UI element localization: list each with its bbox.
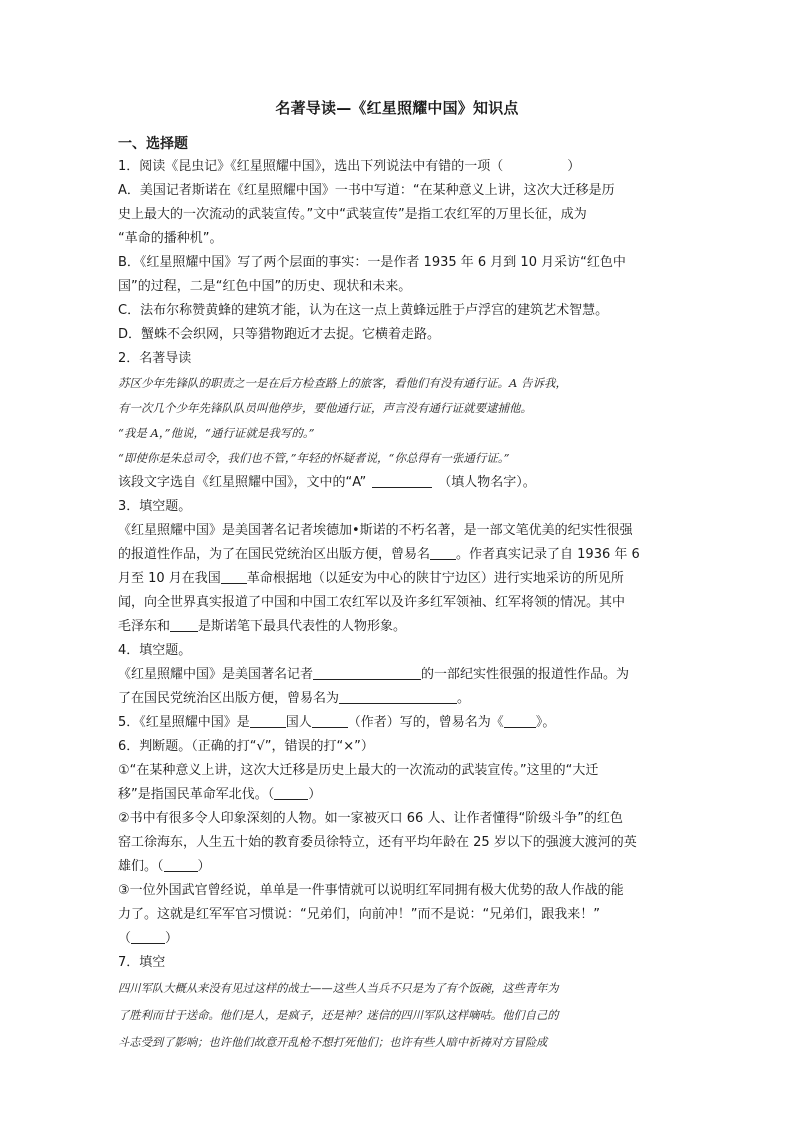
text-segment: 了在国民党统治区出版方便，曾易名为 xyxy=(118,691,340,706)
passage-line: “我是 A，”他说，“通行证就是我写的。” xyxy=(118,426,315,440)
question-7-heading: 7．填空 xyxy=(118,955,166,970)
answer-blank[interactable] xyxy=(250,713,286,728)
text-segment: 月至 10 月在我国 xyxy=(118,571,221,586)
answer-blank[interactable] xyxy=(274,785,308,800)
question-3-heading: 3．填空题。 xyxy=(118,499,192,514)
question-4 xyxy=(118,639,678,711)
answer-blank[interactable] xyxy=(430,545,456,560)
judge-item-1-line: ①“在某种意义上讲，这次大迁移是历史上最大的一次流动的武装宣传。”这里的“大迁 xyxy=(118,763,599,778)
passage-line: 苏区少年先锋队的职责之一是在后方检查路上的旅客，看他们有没有通行证。A 告诉我， xyxy=(118,376,567,390)
text-segment: 的报道性作品，为了在国民党统治区出版方便，曾易名 xyxy=(118,547,431,562)
question-2-prompt xyxy=(118,471,678,495)
answer-blank[interactable] xyxy=(312,713,348,728)
answer-blank[interactable] xyxy=(313,665,421,680)
answer-blank[interactable] xyxy=(504,713,536,728)
question-3-line: 《红星照耀中国》是美国著名记者埃德加•斯诺的不朽名著，是一部文笔优美的纪实性很强 xyxy=(118,523,633,538)
judge-item-1-line xyxy=(118,783,678,807)
option-d: D．蟹蛛不会织网，只等猎物跑近才去捉。它横着走路。 xyxy=(118,327,441,342)
question-6 xyxy=(118,735,678,951)
stem-text: 1．阅读《昆虫记》《红星照耀中国》，选出下列说法中有错的一项（ xyxy=(118,159,504,174)
question-2 xyxy=(118,347,678,495)
text-segment: 》。 xyxy=(535,715,556,730)
option-a-line-1: A．美国记者斯诺在《红星照耀中国》一书中写道：“在某种意义上讲，这次大迁移是历 xyxy=(118,183,615,198)
answer-blank[interactable] xyxy=(372,473,432,488)
answer-blank[interactable] xyxy=(221,569,247,584)
stem-end: ） xyxy=(567,159,581,174)
text-segment: 革命根据地（以延安为中心的陕甘宁边区）进行实地采访的所见所 xyxy=(246,571,624,586)
question-3 xyxy=(118,495,678,639)
option-b-line-2: 国”的过程，二是“红色中国”的历史、现状和未来。 xyxy=(118,279,412,294)
text-segment: 国人 xyxy=(285,715,312,730)
text-segment: ） xyxy=(165,931,179,946)
text-segment: （作者）写的，曾易名为《 xyxy=(347,715,504,730)
judge-item-3-line xyxy=(118,927,678,951)
section-heading: 一、选择题 xyxy=(118,136,188,152)
judge-item-3-line: 力了。这就是红军军官习惯说：“兄弟们，向前冲！”而不是说：“兄弟们，跟我来！” xyxy=(118,907,600,922)
question-3-line: 闻，向全世界真实报道了中国和中国工农红军以及许多红军领袖、红军将领的情况。其中 xyxy=(118,595,626,610)
text-segment: 是斯诺笔下最具代表性的人物形象。 xyxy=(198,619,407,634)
passage-line: 了胜利而甘于送命。他们是人，是疯子，还是神？迷信的四川军队这样嘀咕。他们自己的 xyxy=(118,1009,559,1022)
question-1 xyxy=(118,155,678,347)
passage-line: 四川军队大概从来没有见过这样的战士——这些人当兵不只是为了有个饭碗，这些青年为 xyxy=(118,982,559,995)
passage-line: 斗志受到了影响；也许他们故意开乱枪不想打死他们；也许有些人暗中祈祷对方冒险成 xyxy=(118,1036,548,1049)
answer-blank[interactable] xyxy=(164,857,198,872)
judge-item-3-line: ③一位外国武官曾经说，单单是一件事情就可以说明红军同拥有极大优势的敌人作战的能 xyxy=(118,883,624,898)
judge-item-2-line xyxy=(118,855,678,879)
prompt-text: 该段文字选自《红星照耀中国》，文中的“A” xyxy=(118,475,367,490)
option-a-line-2: 史上最大的一次流动的武装宣传。”文中“武装宣传”是指工农红军的万里长征，成为 xyxy=(118,207,587,222)
answer-blank[interactable] xyxy=(339,689,457,704)
passage-line: “即使你是朱总司令，我们也不管，”年轻的怀疑者说，“你总得有一张通行证。” xyxy=(118,451,510,465)
question-3-line xyxy=(118,615,678,639)
answer-blank[interactable] xyxy=(170,617,198,632)
prompt-text-end: （填人物名字）。 xyxy=(438,475,536,490)
text-segment: 《红星照耀中国》是美国著名记者 xyxy=(118,667,314,682)
text-segment: 毛泽东和 xyxy=(118,619,171,634)
text-segment: 的一部纪实性很强的报道性作品。为 xyxy=(421,667,630,682)
text-segment: 移”是指国民革命军北伐。（ xyxy=(118,787,275,802)
option-a-line-3: “革命的播种机”。 xyxy=(118,231,223,246)
text-segment: ） xyxy=(308,787,322,802)
question-2-heading: 2．名著导读 xyxy=(118,351,192,366)
question-4-line xyxy=(118,687,678,711)
text-segment: 雄们。（ xyxy=(118,859,164,874)
question-3-line xyxy=(118,567,678,591)
question-5 xyxy=(118,711,678,735)
document-body xyxy=(118,133,678,1056)
text-segment: 。作者真实记录了自 1936 年 6 xyxy=(456,547,640,562)
passage-line: 有一次几个少年先锋队队员叫他停步，要他通行证，声言没有通行证就要逮捕他。 xyxy=(118,401,532,415)
question-3-line xyxy=(118,543,678,567)
judge-item-2-line: ②书中有很多令人印象深刻的人物。如一家被灭口 66 人、让作者懂得“阶级斗争”的红色 xyxy=(118,811,623,826)
question-6-heading: 6．判断题。（正确的打“√”，错误的打“×”） xyxy=(118,739,374,754)
question-1-stem xyxy=(118,155,678,179)
text-segment: （ xyxy=(118,931,132,946)
question-4-heading: 4．填空题。 xyxy=(118,643,192,658)
question-5-line xyxy=(118,711,678,735)
judge-item-2-line: 窑工徐海东，人生五十始的教育委员徐特立，还有平均年龄在 25 岁以下的强渡大渡河的英 xyxy=(118,835,637,850)
question-4-line xyxy=(118,663,678,687)
option-b-line-1: B．《红星照耀中国》写了两个层面的事实：一是作者 1935 年 6 月到 10 月采访“红色中 xyxy=(118,255,626,270)
text-segment: 。 xyxy=(457,691,471,706)
option-c: C．法布尔称赞黄蜂的建筑才能，认为在这一点上黄蜂远胜于卢浮宫的建筑艺术智慧。 xyxy=(118,303,609,318)
answer-blank[interactable] xyxy=(131,929,165,944)
question-7 xyxy=(118,951,678,1056)
text-segment: ） xyxy=(197,859,211,874)
text-segment: 5．《红星照耀中国》是 xyxy=(118,715,250,730)
page-title: 名著导读—《红星照耀中国》知识点 xyxy=(275,99,519,117)
